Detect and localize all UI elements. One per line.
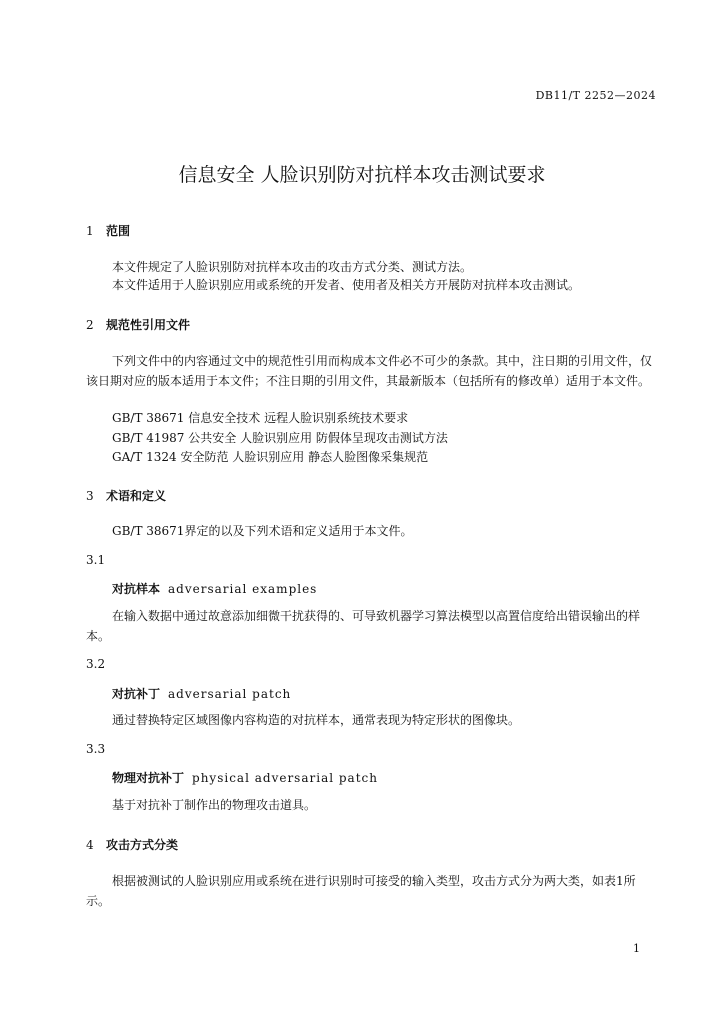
paragraph: 本文件适用于人脸识别应用或系统的开发者、使用者及相关方开展防对抗样本攻击测试。 (112, 278, 581, 292)
term-number: 3.2 (86, 657, 106, 671)
term-definition: 基于对抗补丁制作出的物理攻击道具。 (112, 798, 317, 812)
term-chinese: 物理对抗补丁 (112, 771, 185, 785)
term-heading (112, 769, 378, 786)
section-heading-scope (86, 222, 130, 239)
term-definition: 在输入数据中通过故意添加细微干扰获得的、可导致机器学习算法模型以高置信度给出错误输出的样本。 (86, 609, 641, 643)
term-chinese: 对抗样本 (112, 582, 161, 596)
section-number: 3 (86, 489, 94, 503)
section-number: 2 (86, 318, 94, 332)
term-number: 3.1 (86, 553, 106, 567)
section-heading-terms (86, 487, 166, 504)
paragraph: GB/T 38671界定的以及下列术语和定义适用于本文件。 (112, 524, 413, 538)
section-title: 术语和定义 (106, 489, 167, 503)
term-english: physical adversarial patch (192, 771, 378, 785)
reference-item: GB/T 38671 信息安全技术 远程人脸识别系统技术要求 (112, 411, 409, 425)
reference-item: GA/T 1324 安全防范 人脸识别应用 静态人脸图像采集规范 (112, 450, 429, 464)
page-number: 1 (633, 942, 640, 955)
section-heading-normative-references (86, 316, 190, 333)
section-title: 规范性引用文件 (106, 318, 191, 332)
term-number: 3.3 (86, 742, 106, 756)
document-title: 信息安全 人脸识别防对抗样本攻击测试要求 (178, 164, 546, 186)
paragraph: 本文件规定了人脸识别防对抗样本攻击的攻击方式分类、测试方法。 (112, 260, 473, 274)
section-number: 4 (86, 838, 94, 852)
section-title: 攻击方式分类 (106, 838, 179, 852)
section-heading-attack-classification (86, 836, 178, 853)
term-definition: 通过替换特定区域图像内容构造的对抗样本，通常表现为特定形状的图像块。 (112, 713, 521, 727)
term-heading (112, 685, 291, 702)
paragraph: 根据被测试的人脸识别应用或系统在进行识别时可接受的输入类型，攻击方式分为两大类，如表1所示。 (86, 874, 636, 908)
term-english: adversarial examples (168, 582, 318, 596)
term-chinese: 对抗补丁 (112, 687, 161, 701)
section-number: 1 (86, 224, 94, 238)
document-code: DB11/T 2252—2024 (535, 89, 656, 102)
term-heading (112, 580, 317, 597)
term-english: adversarial patch (168, 687, 292, 701)
reference-item: GB/T 41987 公共安全 人脸识别应用 防假体呈现攻击测试方法 (112, 431, 448, 445)
paragraph: 下列文件中的内容通过文中的规范性引用而构成本文件必不可少的条款。其中，注日期的引用文件，仅该日期对应的版本适用于本文件；不注日期的引用文件，其最新版本（包括所有的修改单）适用于本文件。 (86, 354, 653, 388)
section-title: 范围 (106, 224, 131, 238)
